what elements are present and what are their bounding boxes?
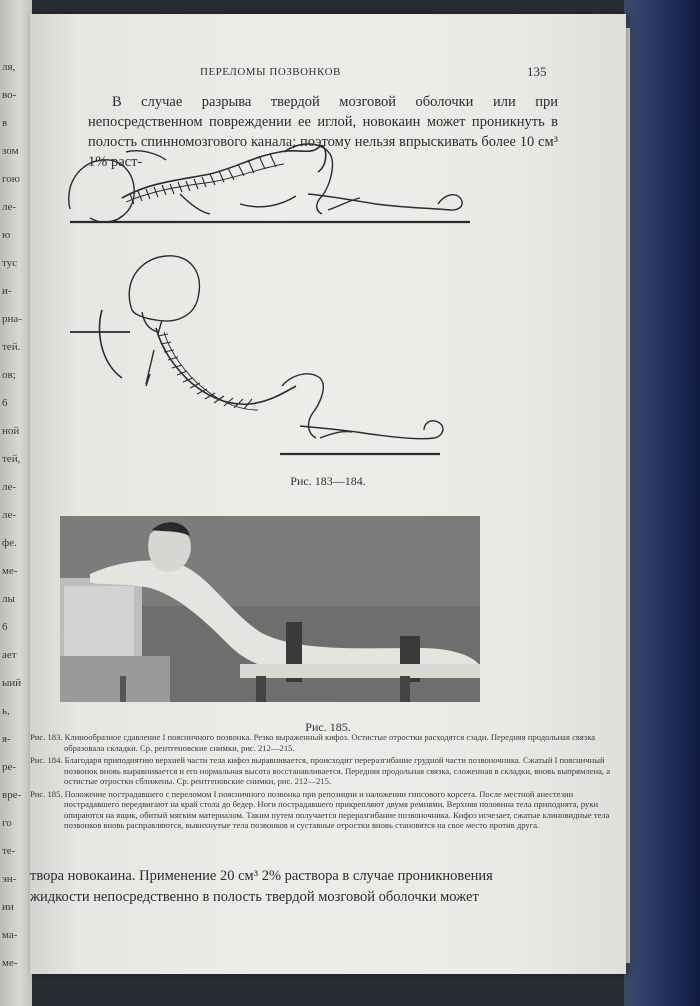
left-page-text-fragment: ю	[2, 229, 11, 241]
left-page-text-fragment: фе.	[2, 537, 17, 549]
book-page	[30, 14, 626, 974]
left-page-text-fragment: ля,	[2, 61, 16, 73]
left-page-text-fragment: ь,	[2, 705, 10, 717]
spine-illustrations	[30, 14, 626, 484]
left-page-text-fragment: 6	[2, 397, 8, 409]
figure-184-illustration	[70, 256, 443, 454]
legend-item: Рис. 184. Благодаря приподнятию верхней части тела кифоз выравнивается, происходит переразгибание грудной части позвоночника. Сжатый I поясничный позвонок вновь выравнивается и его нормальная высота восстанавливается. Передняя продольная связка, сложенная в складки, вновь выпрямлена, а остистые отростки сближены. Ср. рентгеновские снимки, рис. 212—215.	[30, 755, 611, 786]
book-cover-edge	[624, 0, 700, 1006]
legend-item: Рис. 185. Положение пострадавшего с переломом I поясничного позвонка при репозиции и наложении гипсового корсета. После местной анестезии пострадавшего передвигают на край стола до бедер. Ноги пострадавшего прикрепляют двумя ремнями. Верхняя половина тела приподнята, руки опираются на ящик, обитый мягким материалом. Таким путем получается переразгибание позвоночника. Кифоз исчезает, сжатые клиновидные тела позвонков вновь расправляются, вывихнутые тела позвонков и суставные отростки вновь становятся на свое место против друга.	[30, 788, 610, 830]
left-page-text-fragment: ает	[2, 649, 17, 661]
left-page-text-fragment: ле-	[2, 201, 17, 213]
figure-caption-185: Рис. 185.	[305, 720, 351, 734]
left-page-text-fragment: в	[2, 117, 8, 129]
page-number: 135	[527, 64, 547, 79]
left-page-text-fragment: рна-	[2, 313, 22, 325]
left-page-text-fragment: 6	[2, 621, 8, 633]
running-head: ПЕРЕЛОМЫ ПОЗВОНКОВ	[200, 66, 341, 78]
photo-illustration	[60, 516, 480, 702]
left-page-edge	[0, 0, 32, 1006]
left-page-text-fragment: я-	[2, 733, 11, 745]
left-page-text-fragment: тус	[2, 257, 18, 269]
left-page-text-fragment: ре-	[2, 761, 17, 773]
left-page-text-fragment: эн-	[2, 873, 17, 885]
left-page-text-fragment: зом	[2, 145, 19, 157]
intro-text: В случае разрыва твердой мозговой оболочки или при непосредственном повреждении ее иглой, новокаин может проникнуть в полость спинномозгового канала; поэтому нельзя впрыскивать более 10 см³ 1% раст-	[88, 94, 558, 170]
figure-legend	[30, 732, 616, 833]
left-page-text-fragment: и-	[2, 285, 12, 297]
left-page-text-fragment: ии	[2, 901, 14, 913]
legend-item: Рис. 183. Клинообразное сдавление I поясничного позвонка. Резко выраженный кифоз. Остистые отростки расходятся сзади. Передняя продольная связка образовала складки. Ср. рентгеновские снимки, рис. 212—215.	[30, 732, 596, 753]
left-page-text-fragment: го	[2, 817, 12, 829]
left-page-text-fragment: во-	[2, 89, 17, 101]
body-line: твора новокаина. Применение 20 см³ 2% раствора в случае проникновения	[30, 868, 493, 884]
left-page-text-fragment: лы	[2, 593, 15, 605]
left-page-text-fragment: ма-	[2, 929, 18, 941]
figure-183-illustration	[69, 144, 470, 222]
figure-caption-183-184: Рис. 183—184.	[290, 474, 366, 488]
left-page-text-fragment: ной	[2, 425, 20, 437]
left-page-text-fragment: тей,	[2, 453, 21, 465]
left-page-text-fragment: вре-	[2, 789, 22, 801]
left-page-text-fragment: ыий	[2, 677, 22, 689]
left-page-text-fragment: ле-	[2, 509, 17, 521]
left-page-text-fragment: тей.	[2, 341, 21, 353]
left-page-text-fragment: ме-	[2, 565, 18, 577]
body-text	[30, 866, 530, 908]
patient-positioning-photo	[60, 516, 480, 702]
left-page-text-fragment: гою	[2, 173, 20, 185]
left-page-text-fragment: те-	[2, 845, 16, 857]
left-page-text-fragment: ов;	[2, 369, 16, 381]
left-page-text-fragment: ме-	[2, 957, 18, 969]
body-line: жидкости непосредственно в полость твердой мозговой оболочки может	[30, 889, 479, 905]
left-page-text-fragment: ле-	[2, 481, 17, 493]
